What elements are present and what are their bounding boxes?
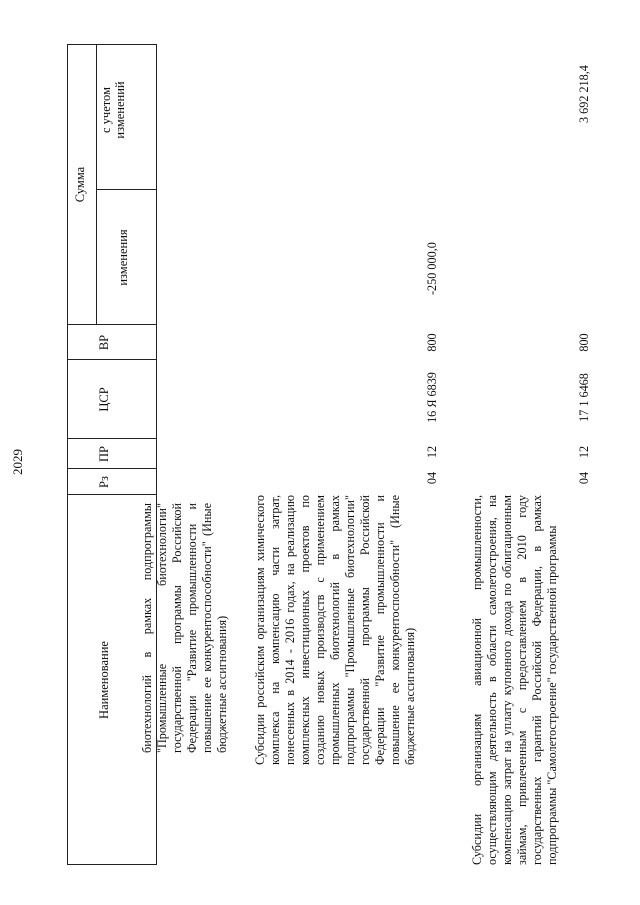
- header-change: изменения: [116, 229, 130, 286]
- header-rz: Рз: [97, 476, 111, 488]
- table-cell-csr: 17 1 6468: [577, 373, 591, 422]
- table-cell-csr: 16 Я 6839: [425, 372, 439, 423]
- table-cell-pr: 12: [425, 445, 439, 459]
- col-sep-pr-csr: [67, 438, 157, 439]
- table-top-border: [67, 44, 68, 865]
- table-row-name: Субсидии организациям авиационной промышленности, осуществляющим деятельность в области самолетостроения, на компенсацию затрат на уплату купонного дохода по облигационным займам, привлеченным с предоставлением в 2010 году государственных гарантий Российской Федерации, в рамках подпрограммы "Самолетостроение" государственной программы: [470, 495, 559, 865]
- table-cell-rz: 04: [425, 471, 439, 485]
- table-cell-change: -250 000,0: [425, 242, 439, 295]
- table-cell-pr: 12: [577, 445, 591, 459]
- table-left-border: [67, 864, 157, 865]
- table-cell-vr: 800: [425, 333, 439, 352]
- table-cell-vr: 800: [577, 333, 591, 352]
- header-pr: ПР: [97, 446, 111, 462]
- col-sep-rz-pr: [67, 468, 157, 469]
- col-sep-name-rz: [67, 494, 157, 495]
- table-row-name: Субсидии российским организациям химического комплекса на компенсацию части затрат, понесенных в 2014 - 2016 годах, на реализацию комплексных инвестиционных проектов по созданию новых производств с применением промышленных биотехнологий в рамках подпрограммы "Промышленные биотехнологии" государственной программы Российской Федерации "Развитие промышленности и повышение ее конкурентоспособности" (Иные бюджетные ассигнования): [253, 495, 417, 765]
- header-sum: Сумма: [73, 166, 87, 203]
- table-cell-rz: 04: [577, 471, 591, 485]
- table-row-name: биотехнологий в рамках подпрограммы "Промышленные биотехнологии" государственной программы Российской Федерации "Развитие промышленности и повышение ее конкурентоспособности" (Иные бюджетные ассигнования): [140, 503, 229, 753]
- col-sep-csr-vr: [67, 359, 157, 360]
- header-with-changes: с учетом изменений: [99, 81, 127, 139]
- sum-subheader-line: [96, 44, 97, 325]
- header-vr: ВР: [97, 334, 111, 351]
- header-name: Наименование: [97, 641, 111, 719]
- header-csr: ЦСР: [97, 387, 111, 412]
- page-number: 2029: [10, 449, 25, 475]
- table-cell-with-changes: 3 692 218,4: [577, 65, 591, 123]
